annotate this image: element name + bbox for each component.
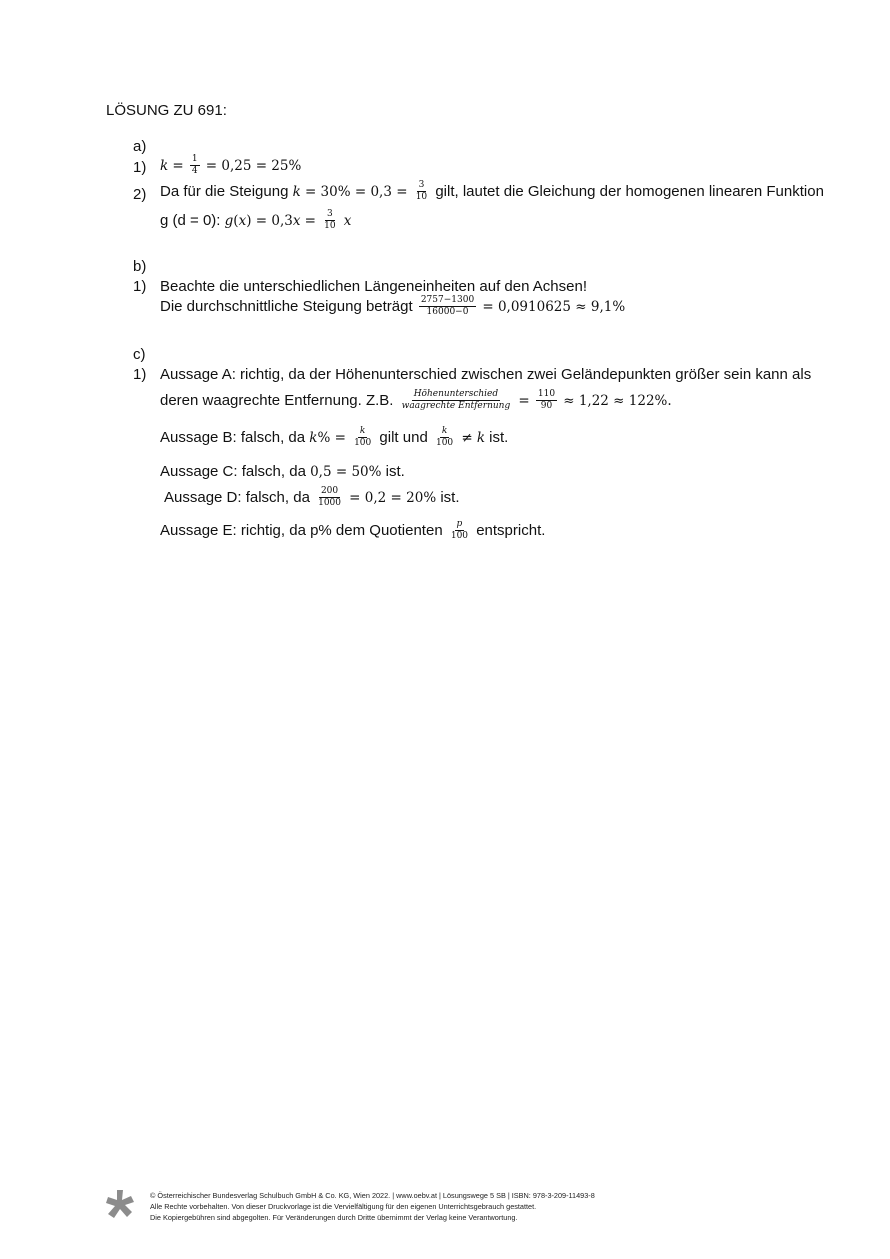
statement-b-text3: ist.: [489, 428, 509, 446]
b1-line2: [160, 296, 625, 318]
statement-d-math: = 0,2 = 20%: [349, 489, 437, 506]
statement-d-text1: Aussage D: falsch, da: [164, 488, 310, 506]
logo-shape: [106, 1190, 134, 1218]
section-b-label: b): [133, 258, 147, 275]
fraction-k-100: [352, 427, 373, 449]
statement-c-math: 0,5 = 50%: [310, 464, 382, 480]
fraction-3-10: [322, 210, 337, 232]
numerator: k: [358, 427, 367, 438]
statement-c: [160, 463, 405, 480]
fraction-200-1000: [316, 487, 343, 509]
var-x: x: [238, 212, 247, 229]
a1-number: 1): [133, 159, 147, 176]
numerator: 200: [319, 487, 340, 498]
a2-line1: [160, 181, 824, 203]
statement-d: [164, 487, 460, 509]
statement-c-text1: Aussage C: falsch, da: [160, 463, 306, 480]
denominator: 4: [191, 166, 198, 177]
b1-rest: = 0,0910625 ≈ 9,1%: [482, 298, 626, 315]
denominator: 90: [540, 401, 553, 412]
a2-text1: Da für die Steigung: [160, 182, 289, 200]
fraction-1-4: [190, 155, 200, 177]
a2-line2: [160, 210, 351, 232]
var-k: k: [292, 183, 301, 200]
denominator: 1000: [318, 498, 341, 509]
numerator: Höhenunterschied: [412, 390, 500, 401]
statement-b-text1: Aussage B: falsch, da: [160, 428, 306, 446]
a2-text3: g (d = 0):: [160, 211, 221, 229]
statement-a-text2: deren waagrechte Entfernung. Z.B.: [160, 391, 394, 409]
numerator: 1: [190, 155, 200, 166]
var-k: k: [160, 157, 169, 174]
a2-text2: gilt, lautet die Gleichung der homogenen linearen Funktion: [435, 182, 824, 200]
paren-close-value: ) = 0,3: [246, 212, 293, 229]
section-c-label: c): [133, 346, 146, 363]
footer-line3: Die Kopiergebühren sind abgegolten. Für Veränderungen durch Dritte übernimmt der Verlag keine Verantwortung.: [150, 1213, 518, 1222]
numerator: 2757−1300: [419, 296, 476, 307]
page-heading: LÖSUNG ZU 691:: [106, 102, 227, 119]
paren-open: (: [233, 212, 239, 229]
statement-a-line1: Aussage A: richtig, da der Höhenunterschied zwischen zwei Geländepunkten größer sein kann als: [160, 366, 812, 383]
equals: =: [304, 212, 316, 229]
var-x: x: [292, 212, 301, 229]
statement-b-text2: gilt und: [379, 428, 428, 446]
numerator: k: [440, 427, 449, 438]
fraction-slope: [419, 296, 476, 318]
fraction-110-90: [536, 390, 557, 412]
statement-d-text2: ist.: [440, 488, 460, 506]
footer-line2: Alle Rechte vorbehalten. Von dieser Druckvorlage ist die Vervielfältigung für den eigenen Unterrichtsgebrauch gestattet.: [150, 1202, 537, 1211]
equals: =: [518, 392, 530, 409]
a1-rest: = 0,25 = 25%: [205, 157, 302, 174]
var-k: k: [476, 429, 485, 446]
statement-c-text2: ist.: [385, 463, 405, 480]
statement-a-line2: [160, 390, 672, 412]
fraction-3-10: [414, 181, 429, 203]
footer-line1: © Österreichischer Bundesverlag Schulbuch GmbH & Co. KG, Wien 2022. | www.oebv.at | Lösungswege 5 SB | ISBN: 978-3-209-11493-8: [150, 1191, 595, 1200]
statement-e: [160, 520, 545, 542]
fraction-p-100: [449, 520, 470, 542]
denominator: 16000−0: [426, 307, 469, 318]
fraction-k-100: [434, 427, 455, 449]
numerator: 110: [536, 390, 557, 401]
c1-number: 1): [133, 366, 147, 383]
denominator: 100: [435, 438, 454, 449]
var-x: x: [343, 212, 352, 229]
b1-text2: Die durchschnittliche Steigung beträgt: [160, 297, 413, 315]
statement-a-result: ≈ 1,22 ≈ 122%.: [563, 392, 672, 409]
numerator: 3: [325, 210, 335, 221]
func-g: g: [224, 212, 234, 229]
var-k: k: [309, 429, 318, 446]
statement-e-text1: Aussage E: richtig, da p% dem Quotienten: [160, 521, 443, 539]
equals: =: [172, 157, 184, 174]
section-a-label: a): [133, 138, 147, 155]
denominator: 100: [354, 438, 372, 449]
b1-number: 1): [133, 278, 147, 295]
statement-e-text2: entspricht.: [476, 521, 546, 539]
denominator: 10: [415, 192, 428, 203]
statement-b: [160, 427, 508, 449]
denominator: 100: [450, 531, 469, 542]
b1-text1: Beachte die unterschiedlichen Längeneinheiten auf den Achsen!: [160, 278, 587, 295]
asterisk-logo-icon: [104, 1188, 136, 1220]
a1-formula: [160, 155, 301, 177]
numerator: 3: [417, 181, 427, 192]
footer-text: [150, 1190, 595, 1223]
a2-number: 2): [133, 186, 147, 203]
denominator: 10: [324, 221, 336, 232]
fraction-height-distance: [400, 390, 513, 412]
not-equal: ≠: [461, 429, 473, 446]
percent-equals: % =: [317, 429, 346, 446]
denominator: waagrechte Entfernung: [401, 401, 511, 412]
numerator: p: [455, 520, 465, 531]
a2-math1: = 30% = 0,3 =: [304, 183, 408, 200]
